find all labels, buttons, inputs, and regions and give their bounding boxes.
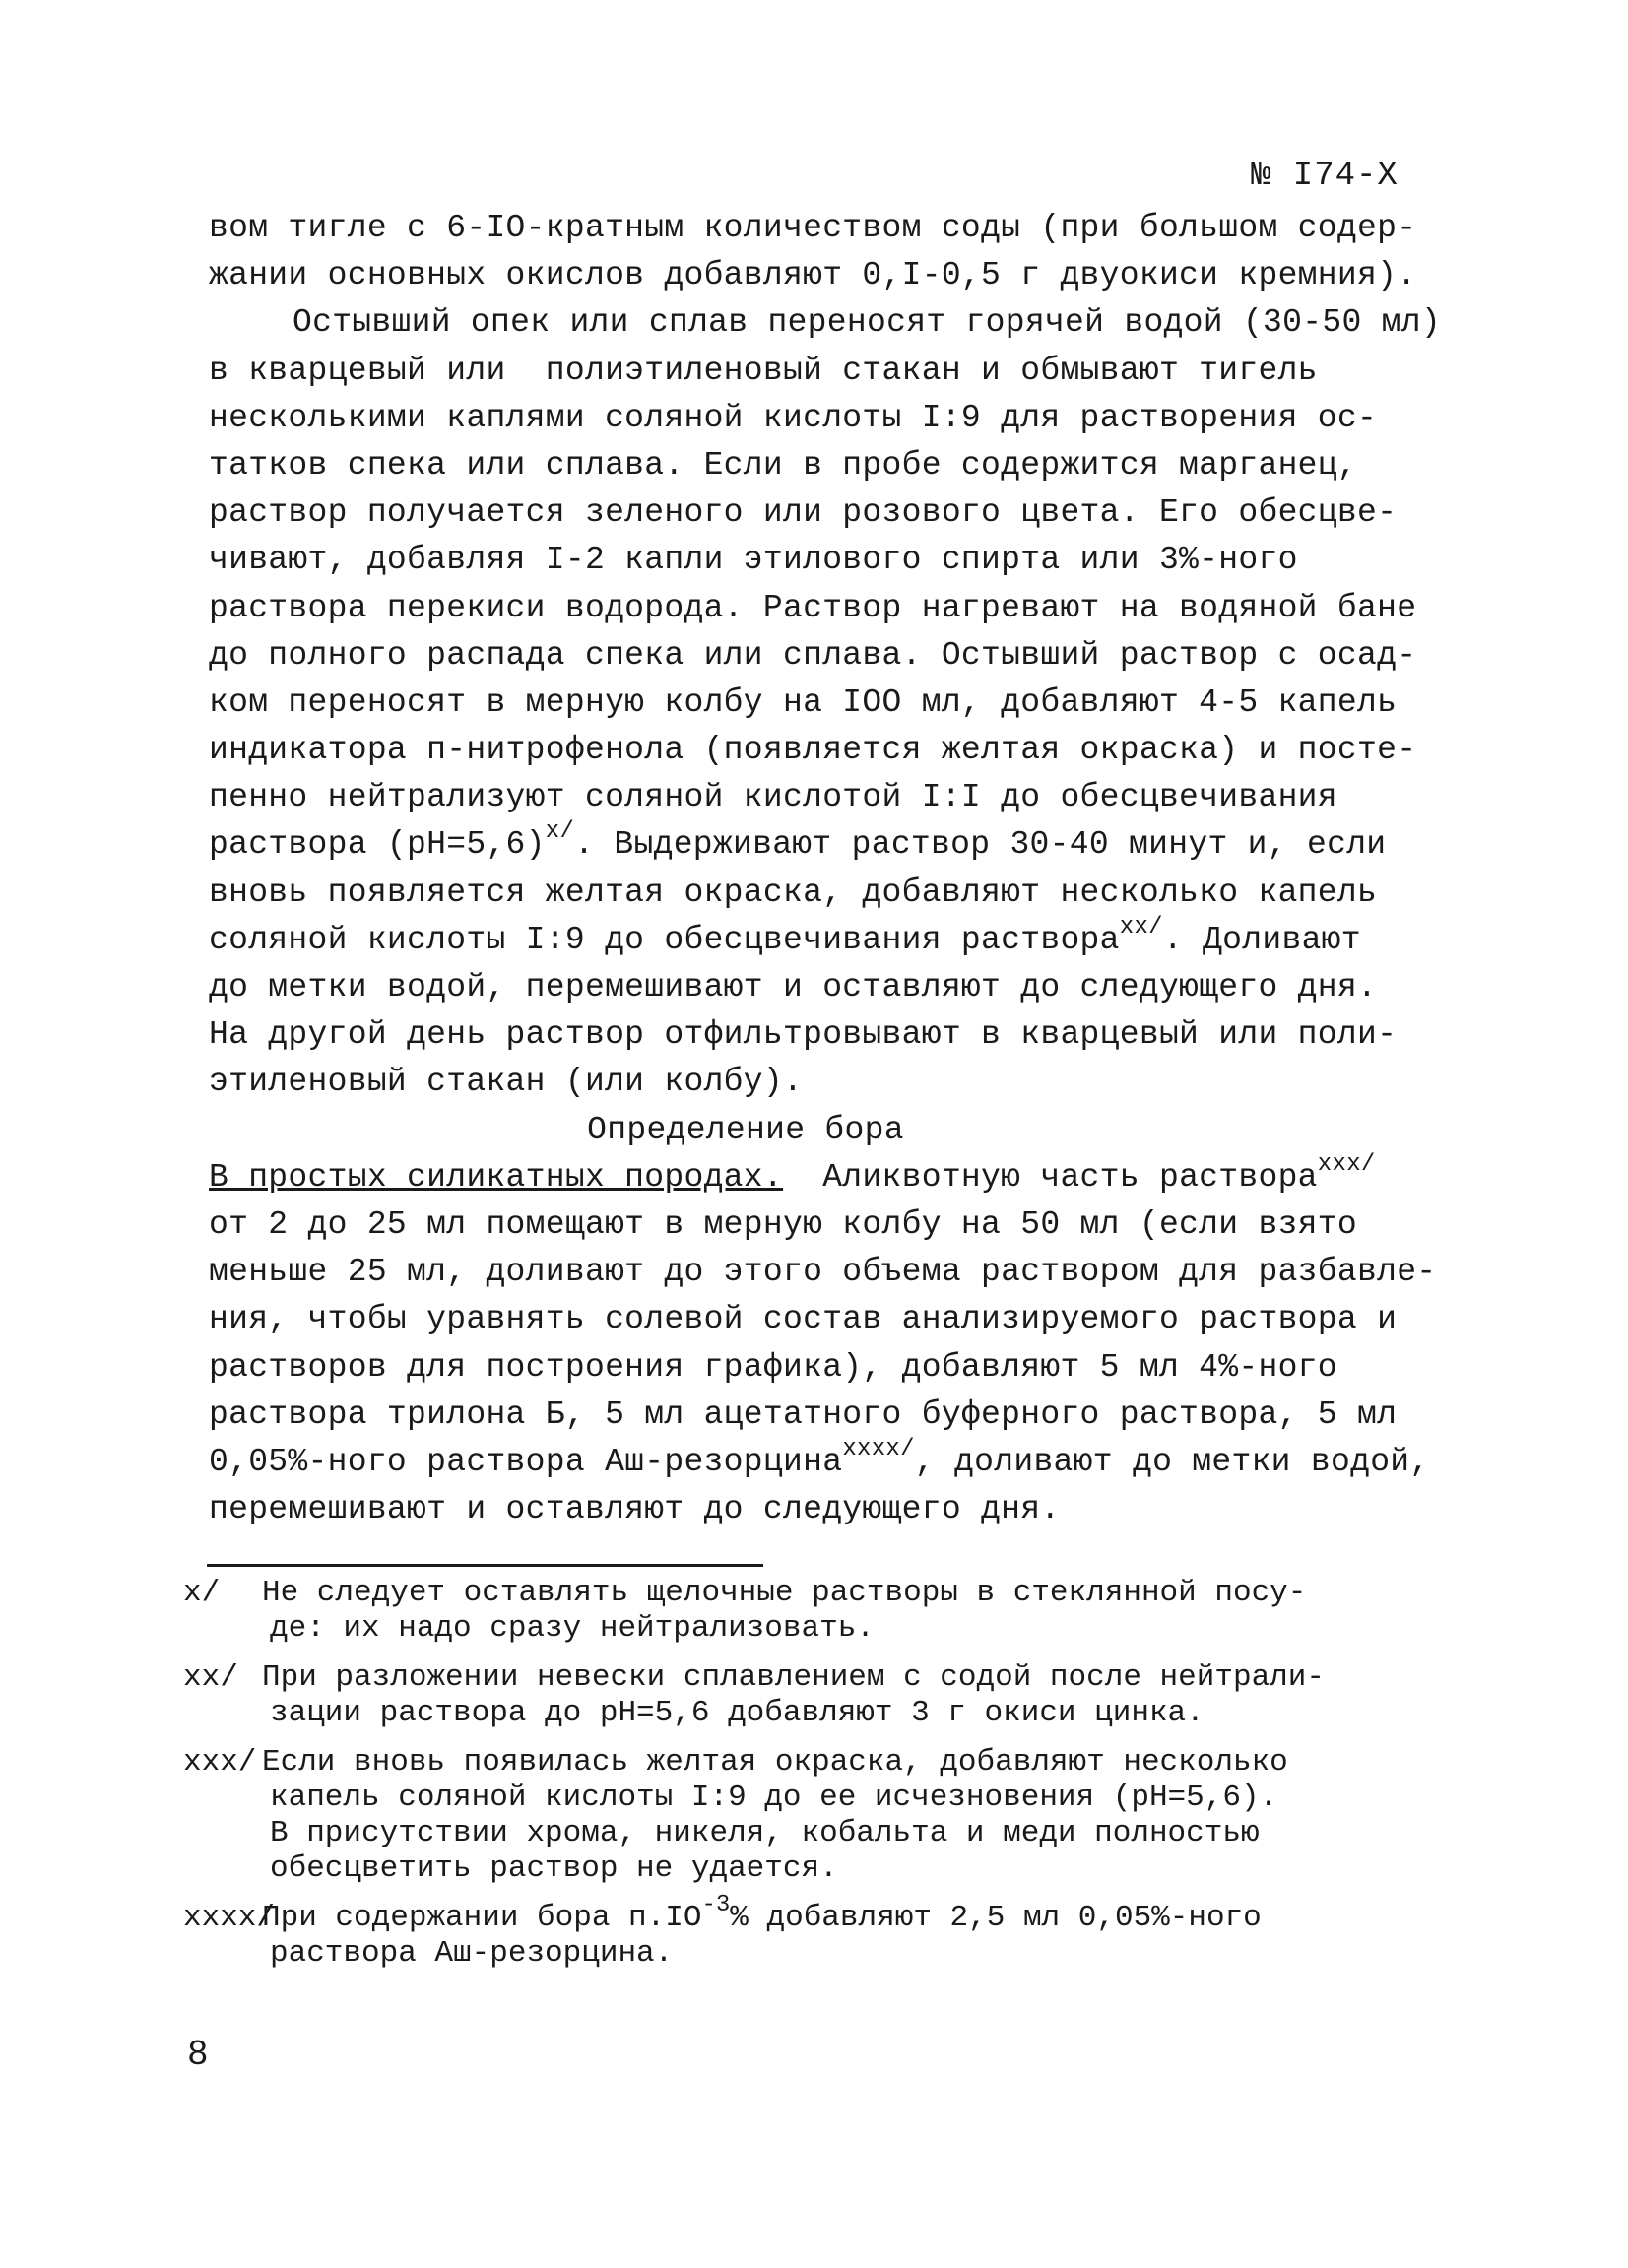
footnote (183, 1576, 1464, 1647)
body-line: до метки водой, перемешивают и оставляют до следующего дня. (209, 969, 1378, 1005)
footnote-text: обесцветить раствор не удается. (270, 1851, 838, 1886)
body-line: этиленовый стакан (или колбу). (209, 1064, 804, 1101)
body-line: Остывший опек или сплав переносят горячей водой (30-50 мл) (293, 304, 1441, 342)
body-text-run: . Доливают (1162, 921, 1361, 958)
footnote-text: В присутствии хрома, никеля, кобальта и меди полностью (270, 1816, 1260, 1850)
footnote-exponent: -3 (701, 1891, 731, 1918)
body-line: от 2 до 25 мл помещают в мерную колбу на 50 мл (если взято (209, 1205, 1357, 1243)
footnote-marker: хххх/ (183, 1901, 276, 1935)
body-line: растворов для построения графика), добавляют 5 мл 4%-ного (209, 1348, 1337, 1386)
footnotes (183, 1576, 1464, 1985)
footnote-marker: хх/ (183, 1660, 238, 1695)
body-line (209, 1150, 1460, 1201)
footnote-text: де: их надо сразу нейтрализовать. (270, 1611, 875, 1646)
body-line: несколькими каплями соляной кислоты I:9 для растворения ос- (209, 399, 1378, 436)
body-line: раствор получается зеленого или розового цвета. Его обесцве- (209, 494, 1398, 532)
footnote-text: капель соляной кислоты I:9 до ее исчезновения (рН=5,6). (270, 1781, 1278, 1815)
document-number: № I74-Х (1251, 158, 1399, 195)
body-line: вновь появляется желтая окраска, добавляют несколько капель (209, 874, 1378, 911)
body-line: меньше 25 мл, доливают до этого объема раствором для разбавле- (209, 1254, 1437, 1291)
footnote-text: % добавляют 2,5 мл 0,05%-ного (730, 1901, 1262, 1935)
body-line: раствора перекиси водорода. Раствор нагревают на водяной бане (209, 589, 1417, 626)
body-text-run: 0,05%-ного раствора Аш-резорцина (209, 1443, 843, 1480)
footnote-marker: х/ (183, 1576, 221, 1610)
footnote (183, 1891, 1464, 1972)
body-line: раствора трилона Б, 5 мл ацетатного буферного раствора, 5 мл (209, 1395, 1398, 1433)
footnote-text: При разложении невески сплавлением с содой после нейтрали- (262, 1660, 1325, 1695)
body-line (209, 818, 1460, 869)
footnote-ref-2: хх/ (1119, 913, 1163, 940)
body-text-run: раствора (рН=5,6) (209, 826, 546, 864)
footnote-ref-1: х/ (545, 818, 575, 846)
body-text-run: . Выдерживают раствор 30-40 минут и, если (574, 826, 1387, 864)
body-line: в кварцевый или полиэтиленовый стакан и обмывают тигель (209, 352, 1318, 389)
section-lead: В простых силикатных породах. (209, 1158, 783, 1196)
footnote-text: Если вновь появилась желтая окраска, добавляют несколько (262, 1745, 1288, 1780)
body-line: чивают, добавляя I-2 капли этилового спирта или 3%-ного (209, 542, 1298, 579)
body-text-run: соляной кислоты I:9 до обесцвечивания раствора (209, 921, 1120, 958)
footnote-ref-4: хххх/ (842, 1435, 915, 1462)
footnote-marker: ххх/ (183, 1745, 257, 1780)
body-line: ния, чтобы уравнять солевой состав анализируемого раствора и (209, 1301, 1398, 1338)
footnote-ref-3: ххх/ (1317, 1150, 1376, 1178)
footnote-divider (207, 1564, 763, 1567)
body-line: ком переносят в мерную колбу на IOO мл, добавляют 4-5 капель (209, 683, 1398, 721)
body-line: пенно нейтрализуют соляной кислотой I:I до обесцвечивания (209, 779, 1337, 816)
body-line: На другой день раствор отфильтровывают в кварцевый или поли- (209, 1016, 1398, 1054)
section-heading: Определение бора (587, 1111, 904, 1148)
body-line: вом тигле с 6-IO-кратным количеством соды (при большом содер- (209, 210, 1417, 246)
body-line (209, 1435, 1460, 1486)
footnote (183, 1745, 1464, 1887)
body-line: до полного распада спека или сплава. Остывший раствор с осад- (209, 636, 1417, 674)
footnote-text: При содержании бора п.IO (262, 1901, 702, 1935)
footnote-text: Не следует оставлять щелочные растворы в стеклянной посу- (262, 1576, 1307, 1610)
body-line: татков спека или сплава. Если в пробе содержится марганец, (209, 446, 1357, 484)
body-line (209, 913, 1460, 964)
body-text-run: , доливают до метки водой, (914, 1443, 1430, 1480)
body-text (209, 205, 1460, 1533)
page-number: 8 (187, 2035, 209, 2075)
body-line: жании основных окислов добавляют 0,I-0,5 г двуокиси кремния). (209, 257, 1417, 294)
footnote-text: зации раствора до рН=5,6 добавляют 3 г окиси цинка. (270, 1696, 1205, 1730)
footnote (183, 1660, 1464, 1731)
body-line: перемешивают и оставляют до следующего дня. (209, 1491, 1061, 1528)
footnote-text: раствора Аш-резорцина. (270, 1936, 674, 1971)
body-text-run: Аликвотную часть раствора (783, 1158, 1318, 1196)
body-line: индикатора п-нитрофенола (появляется желтая окраска) и посте- (209, 732, 1417, 769)
